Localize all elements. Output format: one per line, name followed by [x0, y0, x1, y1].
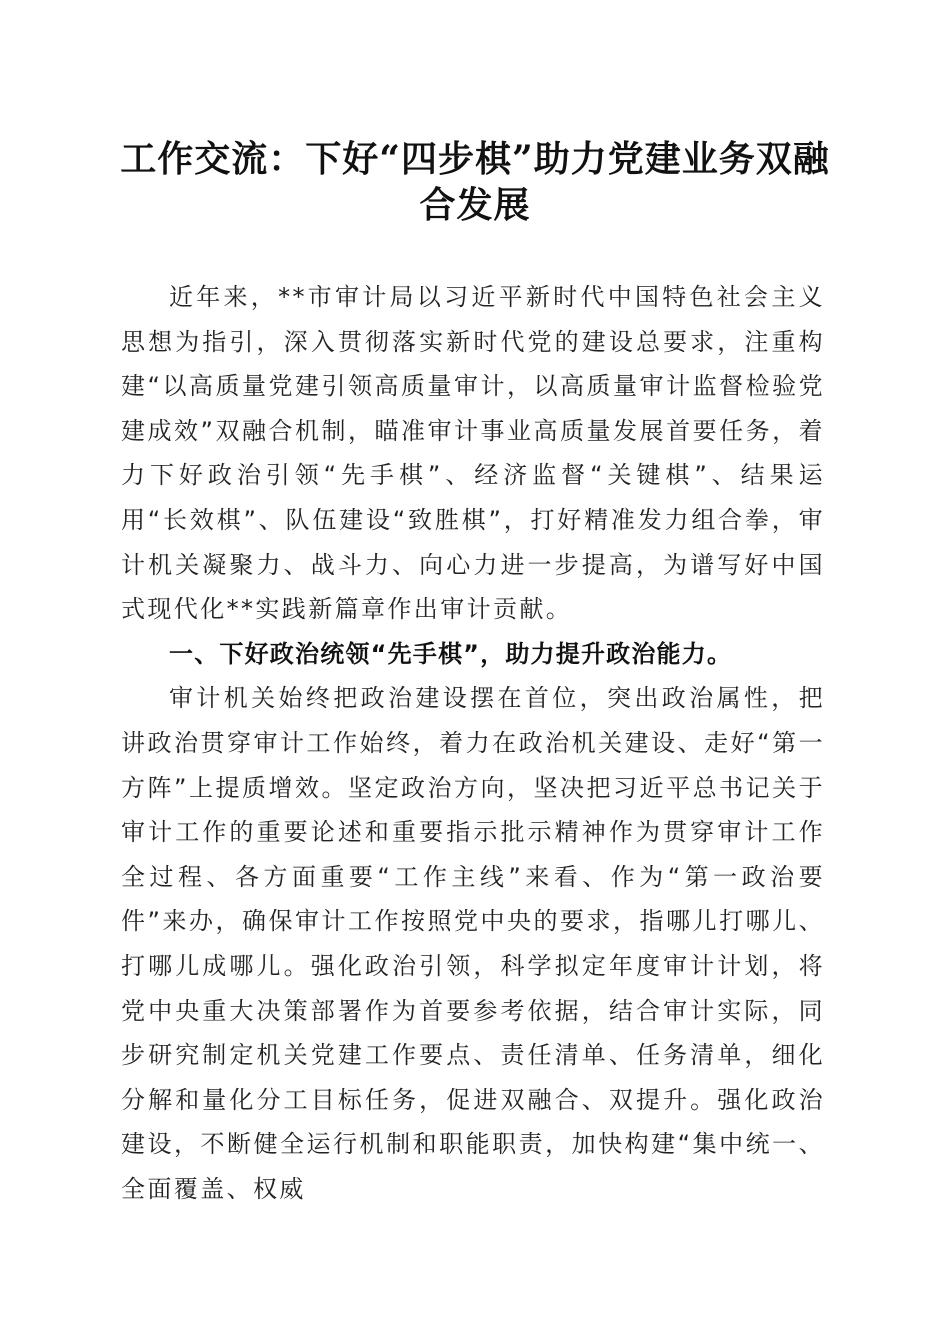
- intro-paragraph: 近年来，**市审计局以习近平新时代中国特色社会主义思想为指引，深入贯彻落实新时代党的建设总要求，注重构建“以高质量党建引领高质量审计，以高质量审计监督检验党建成效”双融合机制，瞄准审计事业高质量发展首要任务，着力下好政治引领“先手棋”、经济监督“关键棋”、结果运用“长效棋”、队伍建设“致胜棋”，打好精准发力组合拳，审计机关凝聚力、战斗力、向心力进一步提高，为谱写好中国式现代化**实践新篇章作出审计贡献。: [121, 283, 825, 624]
- document-body: [121, 275, 825, 1211]
- document-title: 工作交流：下好“四步棋”助力党建业务双融合发展: [120, 138, 830, 226]
- section-1-paragraph: 审计机关始终把政治建设摆在首位，突出政治属性，把讲政治贯穿审计工作始终，着力在政治机关建设、走好“第一方阵”上提质增效。坚定政治方向，坚决把习近平总书记关于审计工作的重要论述和重要指示批示精神作为贯穿审计工作全过程、各方面重要“工作主线”来看、作为“第一政治要件”来办，确保审计工作按照党中央的要求，指哪儿打哪儿、打哪儿成哪儿。强化政治引领，科学拟定年度审计计划，将党中央重大决策部署作为首要参考依据，结合审计实际，同步研究制定机关党建工作要点、责任清单、任务清单，细化分解和量化分工目标任务，促进双融合、双提升。强化政治建设，不断健全运行机制和职能职责，加快构建“集中统一、全面覆盖、权威: [121, 684, 825, 1203]
- section-heading-1: 一、下好政治统领“先手棋”，助力提升政治能力。: [169, 639, 733, 668]
